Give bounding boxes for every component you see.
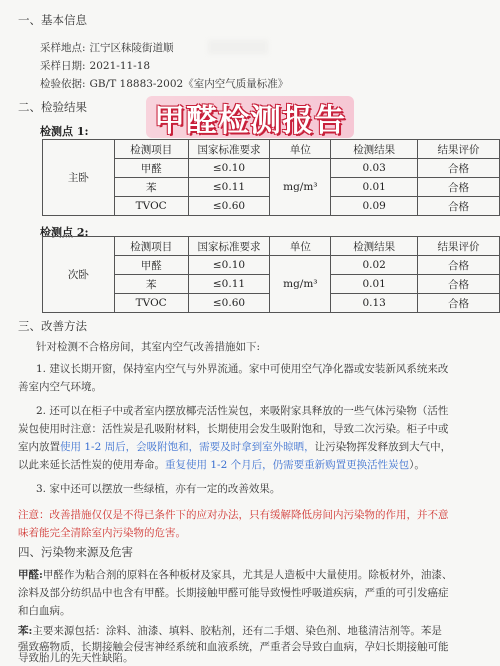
- note-line1: 注意：改善措施仅仅是不得已条件下的应对办法，只有缓解降低房间内污染物的作用，并不意: [18, 509, 449, 521]
- table-cell: 0.13: [331, 294, 418, 313]
- table-header-row: [43, 237, 500, 256]
- unit-cell: mg/m³: [270, 256, 331, 313]
- table-header: 结果评价: [417, 140, 499, 159]
- unit-cell: mg/m³: [270, 159, 331, 216]
- table-header: 结果评价: [417, 237, 499, 256]
- basis-label: 检验依据:: [40, 78, 86, 90]
- item2-line2: 炭包使用时注意：活性炭是孔吸附材料，长期使用会发生吸附饱和，导致二次污染。柜子中或: [18, 423, 449, 435]
- table-cell: 合格: [417, 256, 499, 275]
- item2-line4: [18, 456, 425, 474]
- table-cell: 甲醛: [114, 159, 188, 178]
- table-cell: ≤0.10: [188, 159, 270, 178]
- item2-line3-highlight: 使用 1-2 周后，会吸附饱和，需要及时拿到室外晾晒，: [60, 441, 315, 453]
- item2-line4-c: ）。: [409, 459, 425, 471]
- table-cell: 合格: [417, 197, 499, 216]
- table-cell: ≤0.10: [188, 256, 270, 275]
- table-header: 检测项目: [114, 140, 188, 159]
- table-cell: 0.01: [331, 275, 418, 294]
- formaldehyde-line2: 涂料及部分纺织品中也含有甲醛。长期接触甲醛可能导致慢性呼吸道疾病，严重的可引发癌症: [18, 587, 449, 599]
- location-value: 江宁区秣陵街道顺: [89, 42, 174, 54]
- table-cell: ≤0.60: [188, 197, 270, 216]
- location-label: 采样地点:: [40, 42, 86, 54]
- table-header-row: [43, 140, 500, 159]
- point2-table: [42, 236, 500, 313]
- point1-label: 检测点 1:: [40, 125, 89, 138]
- table-cell: 合格: [417, 275, 499, 294]
- table-cell: 0.03: [331, 159, 418, 178]
- item1-line1: 1. 建议长期开窗，保持室内空气与外界流通。家中可使用空气净化器或安装新风系统来改: [36, 363, 449, 375]
- table-cell: 苯: [114, 275, 188, 294]
- table-header: 检测结果: [331, 237, 418, 256]
- benzene-line3: 导致胎儿的先天性缺陷。: [18, 652, 134, 664]
- table-header: 单位: [270, 237, 331, 256]
- basis-value: GB/T 18883-2002《室内空气质量标准》: [89, 78, 289, 90]
- table-cell: 0.09: [331, 197, 418, 216]
- formaldehyde-line1: [18, 566, 452, 584]
- table-header: 检测项目: [114, 237, 188, 256]
- note-line2: 味着能完全清除室内污染物的危害。: [18, 527, 186, 539]
- sampling-location: [40, 40, 174, 55]
- improvement-intro: 针对检测不合格房间，其室内空气改善措施如下:: [36, 341, 261, 353]
- table-cell: ≤0.11: [188, 178, 270, 197]
- table-cell: 甲醛: [114, 256, 188, 275]
- table-cell: 合格: [417, 178, 499, 197]
- table-cell: TVOC: [114, 197, 188, 216]
- item2-line3-c: 让污染物挥发释放到大气中，: [314, 441, 452, 453]
- table-cell: 合格: [417, 294, 499, 313]
- sampling-date: [40, 58, 150, 73]
- table-cell: ≤0.11: [188, 275, 270, 294]
- table-header: 国家标准要求: [188, 237, 270, 256]
- item2-line1: 2. 还可以在柜子中或者室内摆放椰壳活性炭包，来吸附家具释放的一些气体污染物（活性: [36, 405, 449, 417]
- table-cell: ≤0.60: [188, 294, 270, 313]
- date-value: 2021-11-18: [89, 60, 151, 72]
- formaldehyde-text1: 甲醛作为粘合剂的原料在各种板材及家具，尤其是人造板中大量使用。除板材外，油漆、: [42, 569, 453, 581]
- formaldehyde-line3: 和白血病。: [18, 605, 71, 617]
- section1-title: 一、基本信息: [18, 13, 87, 27]
- item2-line4-highlight: 重复使用 1-2 个月后，仍需要重新购置更换活性炭包: [165, 459, 410, 471]
- inspection-basis: [40, 76, 288, 91]
- item1-line2: 善室内空气环境。: [18, 381, 102, 393]
- benzene-term: 苯:: [18, 625, 33, 637]
- section2-title: 二、检验结果: [18, 100, 87, 114]
- point1-table: [42, 139, 500, 216]
- table-header: 单位: [270, 140, 331, 159]
- benzene-line2: 强致癌物质，长期接触会侵害神经系统和血液系统，严重者会导致白血病，孕妇长期接触可能: [18, 641, 449, 653]
- section4-title: 四、污染物来源及危害: [18, 545, 133, 559]
- table-cell: 0.02: [331, 256, 418, 275]
- table-header: 国家标准要求: [188, 140, 270, 159]
- item3-line: 3. 家中还可以摆放一些绿植，亦有一定的改善效果。: [36, 483, 281, 495]
- redaction-blur: [208, 40, 268, 54]
- table-cell: 苯: [114, 178, 188, 197]
- table-cell: TVOC: [114, 294, 188, 313]
- benzene-text1: 主要来源包括：涂料、油漆、填料、胶粘剂，还有二手烟、染色剂、地毯清洁剂等。苯是: [32, 625, 442, 637]
- item2-line4-a: 以此来延长活性炭的使用寿命。: [18, 459, 165, 471]
- title-banner: 甲醛检测报告: [154, 102, 346, 139]
- item2-line3-a: 室内放置: [18, 441, 60, 453]
- item2-line3: [18, 438, 451, 456]
- date-label: 采样日期:: [40, 60, 86, 72]
- formaldehyde-term: 甲醛:: [18, 569, 43, 581]
- table-cell: 0.01: [331, 178, 418, 197]
- section3-title: 三、改善方法: [18, 319, 87, 333]
- table-cell: 合格: [417, 159, 499, 178]
- room-cell: 主卧: [43, 140, 115, 216]
- table-header: 检测结果: [331, 140, 418, 159]
- room-cell: 次卧: [43, 237, 115, 313]
- point2-label: 检测点 2:: [40, 226, 89, 239]
